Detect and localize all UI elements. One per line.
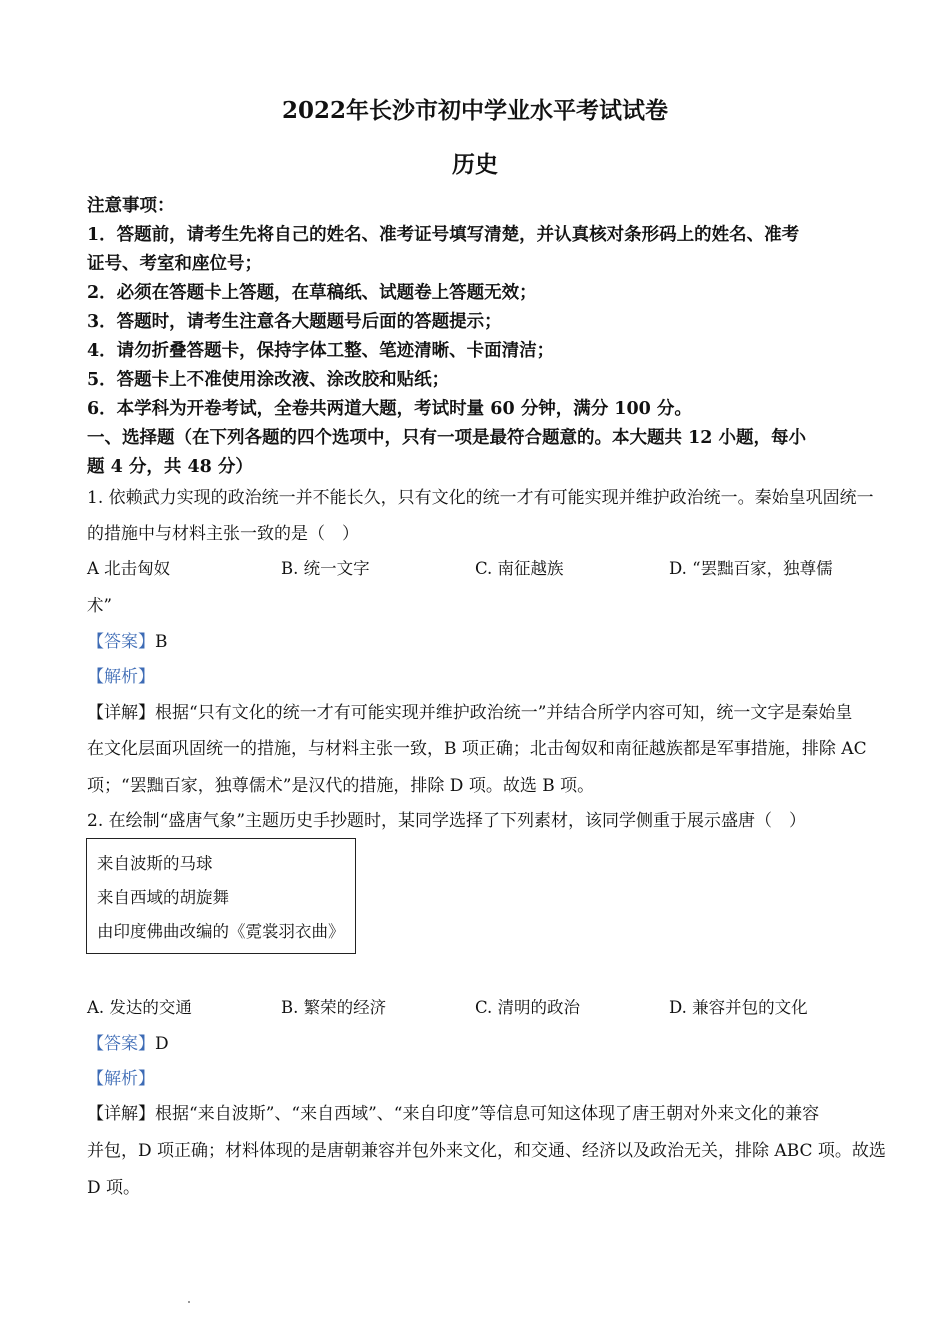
- q2-option-d: D. 兼容并包的文化: [669, 998, 808, 1017]
- q2-option-a: A. 发达的交通: [87, 998, 192, 1017]
- q1-answer-line: [87, 627, 867, 652]
- notice-item: 6．本学科为开卷考试，全卷共两道大题，考试时量 60 分钟，满分 100 分。: [87, 399, 692, 419]
- notice-item: 1．答题前，请考生先将自己的姓名、准考证号填写清楚，并认真核对条形码上的姓名、准考: [87, 225, 800, 245]
- q2-option-c: C. 清明的政治: [475, 998, 581, 1017]
- answer-tag: 【答案】: [87, 1034, 155, 1054]
- section-heading: 一、选择题（在下列各题的四个选项中，只有一项是最符合题意的。本大题共 12 小题，每小: [87, 428, 807, 448]
- q1-detail-cont: 项；“罢黜百家，独尊儒术”是汉代的措施，排除 D 项。故选 B 项。: [87, 776, 595, 796]
- q2-detail-text: 根据“来自波斯”、“来自西域”、“来自印度”等信息可知这体现了唐王朝对外来文化的兼容: [155, 1104, 820, 1124]
- q2-stem: 2. 在绘制“盛唐气象”主题历史手抄题时，某同学选择了下列素材，该同学侧重于展示盛唐（ ）: [87, 811, 807, 831]
- q2-analysis-tag: 【解析】: [87, 1069, 155, 1089]
- q2-material: 来自波斯的马球: [97, 854, 213, 873]
- q2-detail-cont: D 项。: [87, 1178, 141, 1198]
- q2-detail: [87, 1099, 867, 1124]
- q1-stem: 1. 依赖武力实现的政治统一并不能长久，只有文化的统一才有可能实现并维护政治统一。秦始皇巩固统一: [87, 488, 874, 508]
- q2-answer: D: [155, 1034, 169, 1054]
- notice-item: 5．答题卡上不准使用涂改液、涂改胶和贴纸；: [87, 370, 450, 390]
- notice-item: 3．答题时，请考生注意各大题题号后面的答题提示；: [87, 312, 502, 332]
- q2-answer-line: [87, 1029, 867, 1054]
- q1-option-d-cont: 术”: [87, 596, 112, 615]
- q1-option-a: A 北击匈奴: [87, 559, 171, 578]
- exam-title: 2022年长沙市初中学业水平考试试卷: [281, 97, 668, 124]
- q1-detail: [87, 698, 867, 723]
- q1-detail-text: 根据“只有文化的统一才有可能实现并维护政治统一”并结合所学内容可知，统一文字是秦始皇: [155, 703, 853, 723]
- q2-option-b: B. 繁荣的经济: [281, 998, 387, 1017]
- detail-tag: 【详解】: [87, 703, 155, 723]
- q1-answer: B: [155, 632, 168, 652]
- notice-item: 2．必须在答题卡上答题，在草稿纸、试题卷上答题无效；: [87, 283, 537, 303]
- q2-material: 由印度佛曲改编的《霓裳羽衣曲》: [97, 922, 345, 941]
- footer-dot: [188, 1301, 190, 1303]
- q1-analysis-tag: 【解析】: [87, 667, 155, 687]
- q1-option-b: B. 统一文字: [281, 559, 370, 578]
- q1-option-c: C. 南征越族: [475, 559, 564, 578]
- notice-item: 4．请勿折叠答题卡，保持字体工整、笔迹清晰、卡面清洁；: [87, 341, 555, 361]
- subject-title: 历史: [452, 151, 498, 178]
- q2-detail-cont: 并包，D 项正确；材料体现的是唐朝兼容并包外来文化，和交通、经济以及政治无关，排除 ABC 项。故选: [87, 1141, 886, 1161]
- notice-item: 证号、考室和座位号；: [87, 254, 262, 274]
- q1-stem-cont: 的措施中与材料主张一致的是（ ）: [87, 524, 359, 544]
- detail-tag: 【详解】: [87, 1104, 155, 1124]
- q2-material: 来自西域的胡旋舞: [97, 888, 229, 907]
- notice-heading: 注意事项：: [87, 196, 175, 216]
- q1-detail-cont: 在文化层面巩固统一的措施，与材料主张一致，B 项正确；北击匈奴和南征越族都是军事措施，排除 AC: [87, 739, 867, 759]
- q2-material-box: [86, 838, 356, 954]
- answer-tag: 【答案】: [87, 632, 155, 652]
- section-heading-cont: 题 4 分，共 48 分）: [87, 457, 253, 477]
- q1-option-d: D. “罢黜百家，独尊儒: [669, 559, 833, 578]
